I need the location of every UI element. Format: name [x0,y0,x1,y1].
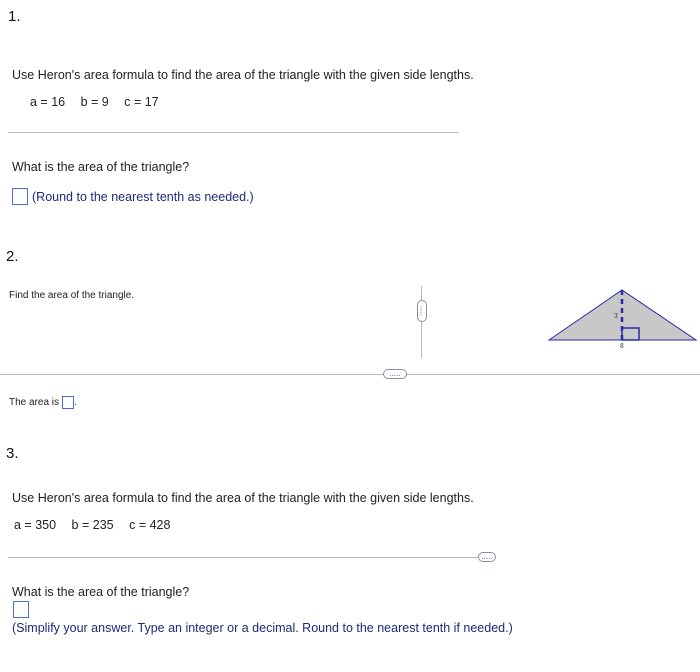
problem-1-answer-input[interactable] [12,188,28,205]
side-a: a = 350 [14,518,57,532]
vertical-expand-handle[interactable]: ..... [417,300,427,322]
problem-2-instruction: Find the area of the triangle. [9,290,135,301]
side-b: b = 235 [71,518,114,532]
side-c: c = 428 [129,518,171,532]
problem-2-answer-row [9,396,77,409]
side-a: a = 16 [30,95,66,109]
problem-2-answer-prefix: The area is [9,397,60,408]
horizontal-expand-handle[interactable]: ..... [478,552,496,562]
side-c: c = 17 [124,95,159,109]
triangle-figure [545,285,700,350]
problem-1-instruction: Use Heron's area formula to find the area of the triangle with the given side lengths. [12,68,474,82]
height-label: 3 [614,313,618,320]
problem-1-number: 1. [8,8,21,25]
problem-3-instruction: Use Heron's area formula to find the area of the triangle with the given side lengths. [12,491,474,505]
problem-1-hint: (Round to the nearest tenth as needed.) [32,189,254,204]
divider [8,557,478,558]
problem-3-number: 3. [6,445,19,462]
problem-2-answer-input[interactable] [62,396,74,409]
base-label: 8 [620,343,624,350]
divider [8,132,458,133]
problem-3-sides [14,518,182,532]
problem-2-answer-suffix: . [74,397,77,408]
horizontal-expand-handle[interactable]: ..... [383,369,407,379]
problem-2-number: 2. [6,248,19,265]
horizontal-divider [0,374,700,375]
vertical-divider [421,286,422,358]
problem-3-question: What is the area of the triangle? [12,585,190,599]
side-b: b = 9 [80,95,109,109]
problem-1-sides [30,95,171,109]
problem-3-answer-input[interactable] [13,601,29,618]
problem-1-question: What is the area of the triangle? [12,160,190,174]
problem-3-hint: (Simplify your answer. Type an integer or a decimal. Round to the nearest tenth if needed.) [12,621,513,635]
problem-1-answer-row [12,188,254,205]
